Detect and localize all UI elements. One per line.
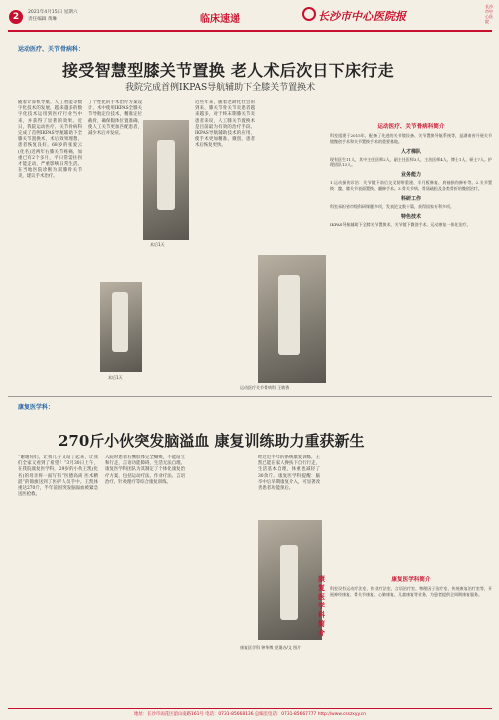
page-header [0,0,499,42]
sidebar-research: 科室承担省市级科研课题多项，发表论文数十篇，获得国家专利多项。 [330,203,454,209]
article2-headline: 270斤小伙突发脑溢血 康复训练助力重获新生 [58,432,365,450]
page-number: 2 [9,10,23,24]
photo-caption-3: 运动医疗关节骨病科 王敏香 [240,385,290,390]
article1-subtitle: 我院完成首例IKPAS导航辅助下全膝关节置换术 [125,83,316,93]
dept2-vertical-title: 康复医学科简介 [318,575,325,637]
sidebar-intro: 科室组建于2015年，配备了先进的关节镜设备、关节置换导航系统等，是湖南省开展关节镜微创手术和关节置换手术的重要基地。 [330,133,492,144]
article2-col3: 经过近半年的系统康复训练，王凯已能在家人搀扶下自行行走，生活基本自理，体重也减轻了30余斤。康复医学科提醒：脑卒中后早期康复介入，可显著改善患者功能预后。 [258,455,320,492]
sidebar-heading-business: 业务能力 [400,172,421,179]
article1-col2: 了个性化的手术治疗方案设计，术中使用IKPAS全膝关节导航定位技术，精准定位截骨，确保假体位置准确，使人工关节更加匹配患者，减少术后并发症。 [88,100,142,137]
article1-kicker: 运动医疗、关节骨病科： [18,46,85,53]
date-line: 2021年4月15日 星期六 [28,10,78,15]
sidebar-business: 1.运动损伤诊治：关节镜下前后交叉韧带重建、半月板修复、肩袖损伤修补等。2.关节置换：髋、膝关节表面置换、翻修手术。3.骨关节病、骨质疏松及各类骨折的微创治疗。 [330,180,492,191]
photo-caption-2: 术后1天 [108,375,123,380]
header-rule [8,30,492,32]
sidebar-title: 运动医疗、关节骨病科简介 [377,124,445,130]
article-divider [8,396,492,397]
article1-photo-2 [100,282,142,372]
article1-headline: 接受智慧型膝关节置换 老人术后次日下床行走 [62,61,394,80]
article2-col2: 入院时患者右侧肢体完全瘫痪，不能站立和行走，言语功能障碍，生活无法自理。康复医学科团队为其制定了个体化康复治疗方案，包括运动疗法、作业疗法、言语治疗、针灸理疗等综合康复训练。 [105,455,185,485]
masthead: 长沙市中心医院报 [318,10,406,23]
sidebar-heading-research: 科研工作 [400,195,421,202]
article2-photo-caption: 康复医学科 钟华博 党婆办/文 图片 [240,645,302,650]
hospital-logo-icon [302,7,316,21]
sidebar-talent: 现有医生11人，其中主任医师2人，副主任医师3人，主治医师4人，博士1人，硕士7人。护理团队13人。 [330,156,492,168]
article1-photo-3 [258,255,326,383]
article1-photo-1 [143,120,189,240]
sidebar-heading-talent: 人才梯队 [400,148,421,155]
department-sidebar [330,120,492,390]
dept2-title: 康复医学科简介 [391,577,431,583]
photo-caption-1: 术后1天 [150,242,165,247]
article2-photo [258,520,322,640]
sidebar-specialty: IKPAS导航辅助下全膝关节置换术、关节镜下微创手术、运动康复一体化治疗。 [330,221,471,227]
article1-col1: 随着计算机导航、人工智能等数字化技术的发展，越来越多的数字化技术运用到医疗行业当中来，并获得了显著的效果。近日，我院运动医疗、关节骨病科完成了首例IKPAS导航辅助下全膝关节置换术，术后效果理想，患者恢复良好。68岁的张爱云(化名)近两年右膝关节疼痛，加重已有2个多月，平日常需拄拐才能走动，严重影响日常生活。在当地医院诊断为双膝骨关节炎，建议手术治疗。 [18,100,82,180]
section-title: 临床速递 [200,14,240,25]
sidebar-heading-specialty: 特色技术 [400,213,421,220]
vertical-masthead: 长沙市中心医院 [485,4,493,24]
editor-line: 责任编辑 黄琳 [28,17,58,22]
page-footer: 地址：长沙市雨花区韶山南路161号 电话：0731-85668136 总编室电话：0731-85667777 http://www.csszxyy.cn [8,708,492,718]
dept2-box [330,573,492,598]
article1-col3: 近些年来，随着老龄化社会的到来，膝关节骨关节炎患者越来越多，对于终末期膝关节炎患者来说，人工膝关节置换术是目前最为有效的治疗手段。IKPAS导航辅助技术的应用，使手术更加精准、微创，患者术后恢复更快。 [195,100,255,149]
dept2-text: 科室设有运动疗法室、作业疗法室、言语治疗室、物理因子治疗室、传统康复治疗室等，开展神经康复、骨关节康复、心肺康复、儿童康复等业务，为患者提供全周期康复服务。 [330,586,492,597]
article2-col1: “谢谢你们，让我儿子又站了起来，让我们全家又看到了希望！”3月30日上午，在我院康复医学科，29岁的小伙王凯(化名)的母亲将一面写有“医德高尚 医术精湛”的锦旗送到了医护人员手中。王凯体重达270斤，半年前因突发脑溢血被紧急送医抢救。 [18,455,98,498]
article2-kicker: 康复医学科： [18,404,55,411]
